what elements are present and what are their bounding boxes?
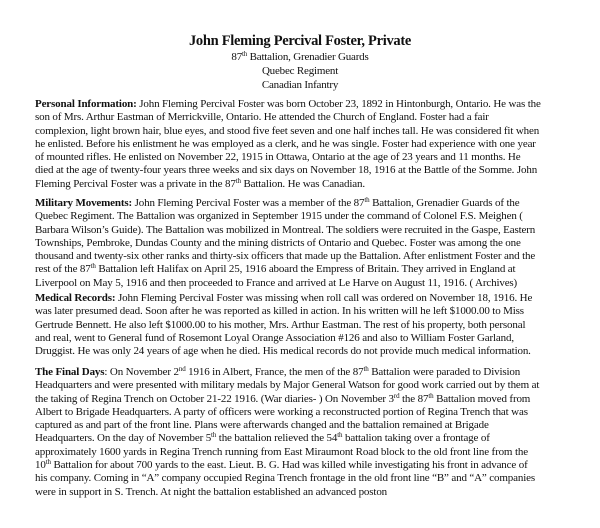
text-line — [35, 419, 595, 432]
text-line — [35, 111, 595, 124]
text-line — [35, 197, 595, 210]
text-segment: Druggist. He was only 24 years of age when he died. His medical records do not provide much medical information. — [35, 345, 531, 358]
ordinal-suffix: nd — [178, 365, 186, 373]
text-segment: the battalion relieved the 54 — [216, 432, 338, 445]
paragraph-medical-records — [35, 292, 595, 358]
text-line — [35, 432, 595, 445]
text-segment: was later presumed dead. Soon after he was reported as killed in action. In his written will he left $1000.00 to Miss — [35, 305, 524, 318]
text-segment: Headquarters and were presented with military medals by Major General Watson for good work carried out by them at — [35, 379, 540, 392]
text-segment: the 87 — [399, 392, 429, 405]
text-line — [35, 332, 595, 345]
text-line — [35, 472, 595, 485]
text-line — [35, 125, 595, 138]
text-segment: John Fleming Percival Foster was born October 23, 1892 in Hintonburgh, Ontario. He was the — [136, 98, 541, 110]
text-segment: of mounted rifles. He enlisted on November 22, 1915 in Ottawa, Ontario at the age of 23 years and 11 months. He — [35, 151, 521, 164]
text-segment: son of Mrs. Arthur Eastman of Merrickville, Ontario. He attended the Church of England. Foster had a fair — [35, 111, 489, 124]
text-segment: 1916 in Albert, France, the men of the 87 — [185, 366, 364, 378]
ordinal-suffix: th — [45, 458, 51, 467]
ordinal-suffix: th — [90, 262, 96, 271]
section-heading: Personal Information: — [35, 98, 137, 110]
text-segment: Albert to Brigade Headquarters. A party of officers were working a reconstructed portion of Regina Trench that was — [35, 405, 528, 418]
paragraph-personal-information — [35, 98, 595, 191]
text-line — [35, 459, 595, 472]
paragraph-final-days — [35, 366, 595, 499]
text-line — [35, 319, 595, 332]
text-line — [35, 379, 595, 392]
text-line — [35, 486, 595, 499]
text-line — [35, 263, 595, 276]
text-line — [35, 305, 595, 318]
text-segment: Battalion moved from — [433, 392, 531, 405]
text-segment: Quebec Regiment — [261, 65, 339, 77]
text-line — [35, 406, 595, 419]
text-segment: Townships, Pembroke, Dundas County and the mining districts of Ontario and Quebec. Foster was among the one — [35, 236, 521, 249]
text-segment: Battalion left Halifax on April 25, 1916 aboard the Empress of Britain. They arrived in England at — [95, 263, 516, 276]
text-segment: captured as and part of the front line. Plans were afterwards changed and the battalion remained at Brigade — [35, 419, 489, 432]
text-line — [35, 446, 595, 459]
text-line — [35, 151, 595, 164]
subtitle-line — [0, 65, 600, 79]
text-line — [35, 178, 595, 191]
document-title: John Fleming Percival Foster, Private — [188, 33, 412, 49]
text-segment: battalion taking over a frontage of — [342, 432, 490, 445]
text-line — [35, 210, 595, 223]
text-segment: Liverpool on May 5, 1916 and then proceeded to France and arrived at Le Harve on August 11, 1916. ( Archives) — [35, 276, 518, 289]
text-segment: were in support in S. Trench. At night the battalion established an advanced poston — [35, 485, 388, 498]
text-segment: his company. Coming in “A” company occupied Regina Trench frontage in the old front line “B” and “A” companies — [35, 472, 535, 485]
text-segment: Battalion. He was Canadian. — [240, 177, 365, 190]
text-segment: rest of the 87 — [35, 263, 91, 276]
text-segment: approximately 1600 yards in Regina Trench running from East Miraumont Road block to the old front line from the — [35, 445, 528, 458]
text-segment: 87 — [231, 51, 243, 63]
text-segment: Battalion were paraded to Division — [368, 366, 521, 378]
section-heading: Medical Records: — [35, 292, 116, 304]
text-segment: Battalion, Grenadier Guards — [247, 51, 369, 63]
subtitle-line — [0, 79, 600, 93]
text-line — [35, 237, 595, 250]
ordinal-suffix: rd — [393, 391, 400, 400]
text-line — [35, 292, 595, 305]
text-line — [35, 224, 595, 237]
text-segment: John Fleming Percival Foster was a member of the 87 — [132, 197, 365, 209]
text-segment: and real, went to General fund of Rosemont Loyal Orange Association #126 and also to William Foster Garland, — [35, 331, 514, 344]
text-segment: John Fleming Percival Foster was missing when roll call was ordered on November 18, 1916. He — [115, 292, 533, 304]
text-segment: Barbara Wilson’s Guide). The Battalion was mobilized in Montreal. The soldiers were recruited in the Gaspe, Eastern — [35, 223, 536, 236]
text-line — [35, 366, 595, 379]
paragraph-military-movements — [35, 197, 595, 290]
ordinal-suffix: th — [235, 176, 241, 185]
ordinal-suffix: th — [364, 196, 370, 204]
text-segment: thousand and twenty-six other ranks and thirty-six officers that made up the Battalion. After enlistment Foster and the — [35, 250, 536, 263]
text-segment: died at the age of twenty-four years three weeks and six days on November 18, 1916 at the Battle of the Somme. John — [35, 164, 538, 177]
text-line — [35, 138, 595, 151]
text-segment: complexion, light brown hair, blue eyes, and stood five feet seven and one half inches tall. He was considered fit when — [35, 124, 540, 137]
text-line — [35, 277, 595, 290]
text-segment: he enlisted. Before his enlistment he was employed as a clerk, and he was single. Foster had experience with one year — [35, 137, 536, 150]
ordinal-suffix: th — [363, 365, 369, 373]
text-segment: Battalion for about 700 yards to the east. Lieut. B. G. Had was killed while investigating his front in advance of — [50, 459, 528, 472]
ordinal-suffix: th — [428, 391, 434, 400]
text-segment: : On November 2 — [104, 366, 179, 378]
text-segment: Headquarters. On the day of November 5 — [35, 432, 212, 445]
text-segment: Battalion, Grenadier Guards of the — [369, 197, 520, 209]
subtitle-line — [0, 51, 600, 65]
ordinal-suffix: th — [337, 431, 343, 440]
text-segment: 10 — [35, 459, 46, 472]
ordinal-suffix: th — [242, 50, 248, 58]
text-segment: the taking of Regina Trench on October 21-22 1916. (War diaries- ) On November 3 — [35, 392, 394, 405]
section-heading: The Final Days — [35, 366, 105, 378]
text-line — [35, 250, 595, 263]
text-line — [35, 393, 595, 406]
text-segment: Gertrude Bennett. He also left $1000.00 to his mother, Mrs. Arthur Eastman. The rest of his property, both personal — [35, 318, 526, 331]
text-segment: Quebec Regiment. The Battalion was organized in September 1915 under the command of Colonel F.S. Meighen ( — [35, 210, 523, 223]
text-line — [35, 98, 595, 111]
section-heading: Military Movements: — [35, 197, 133, 209]
text-segment: Fleming Percival Foster was a private in the 87 — [35, 177, 236, 190]
ordinal-suffix: th — [211, 431, 217, 440]
text-line — [35, 164, 595, 177]
text-segment: Canadian Infantry — [261, 79, 339, 91]
text-line — [35, 345, 595, 358]
